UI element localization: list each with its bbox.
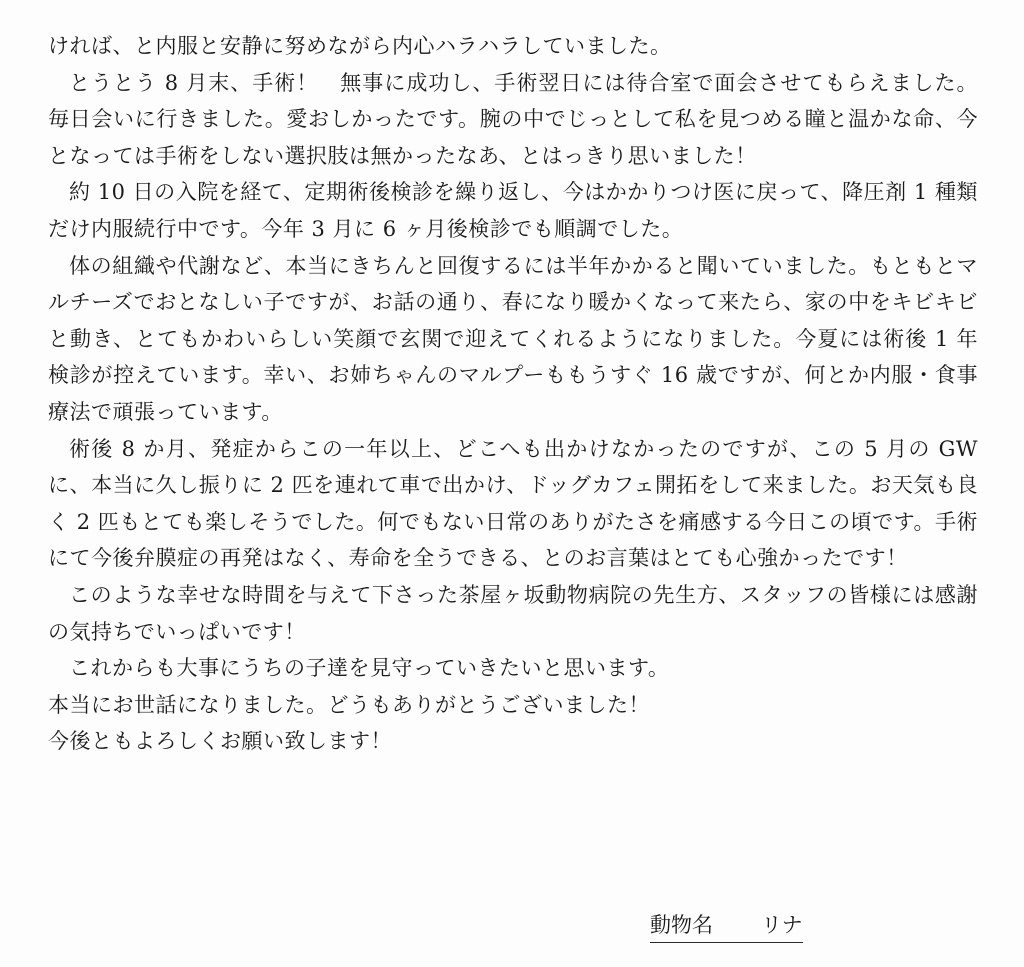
pet-name-label: 動物名	[650, 913, 713, 937]
paragraph: 体の組織や代謝など、本当にきちんと回復するには半年かかると聞いていました。もともとマルチーズでおとなしい子ですが、お話の通り、春になり暖かくなって来たら、家の中をキビキビと動き、とてもかわいらしい笑顔で玄関で迎えてくれるようになりました。今夏には術後 1 年検診が控えています。幸い、お姉ちゃんのマルプーももうすぐ 16 歳ですが、何とか内服・食事療法で頑張っています。	[48, 253, 978, 424]
pet-name-value: リナ	[761, 913, 803, 937]
paragraph: 術後 8 か月、発症からこの一年以上、どこへも出かけなかったのですが、この 5 月の GW に、本当に久し振りに 2 匹を連れて車で出かけ、ドッグカフェ開拓をして来ました。お天気も良く 2 匹もとても楽しそうでした。何でもない日常のありがたさを痛感する今日この頃です。手術にて今後弁膜症の再発はなく、寿命を全うできる、とのお言葉はとても心強かったです！	[48, 436, 978, 571]
paragraph: これからも大事にうちの子達を見守っていきたいと思います。	[69, 656, 670, 681]
paragraph: とうとう 8 月末、手術！ 無事に成功し、手術翌日には待合室で面会させてもらえました。毎日会いに行きました。愛おしかったです。腕の中でじっとして私を見つめる瞳と温かな命、今となっては手術をしない選択肢は無かったなあ、とはっきり思いました！	[48, 70, 978, 168]
paragraph: 本当にお世話になりました。どうもありがとうございました！	[48, 692, 650, 717]
pet-name-signature	[650, 910, 803, 943]
paragraph: ければ、と内服と安静に努めながら内心ハラハラしていました。	[48, 34, 672, 58]
paragraph: 今後ともよろしくお願い致します！	[48, 729, 392, 754]
paragraph: 約 10 日の入院を経て、定期術後検診を繰り返し、今はかかりつけ医に戻って、降圧剤 1 種類だけ内服続行中です。今年 3 月に 6 ヶ月後検診でも順調でした。	[48, 180, 978, 241]
paragraph: このような幸せな時間を与えて下さった茶屋ヶ坂動物病院の先生方、スタッフの皆様には感謝の気持ちでいっぱいです！	[48, 582, 978, 644]
letter-body	[48, 28, 978, 760]
